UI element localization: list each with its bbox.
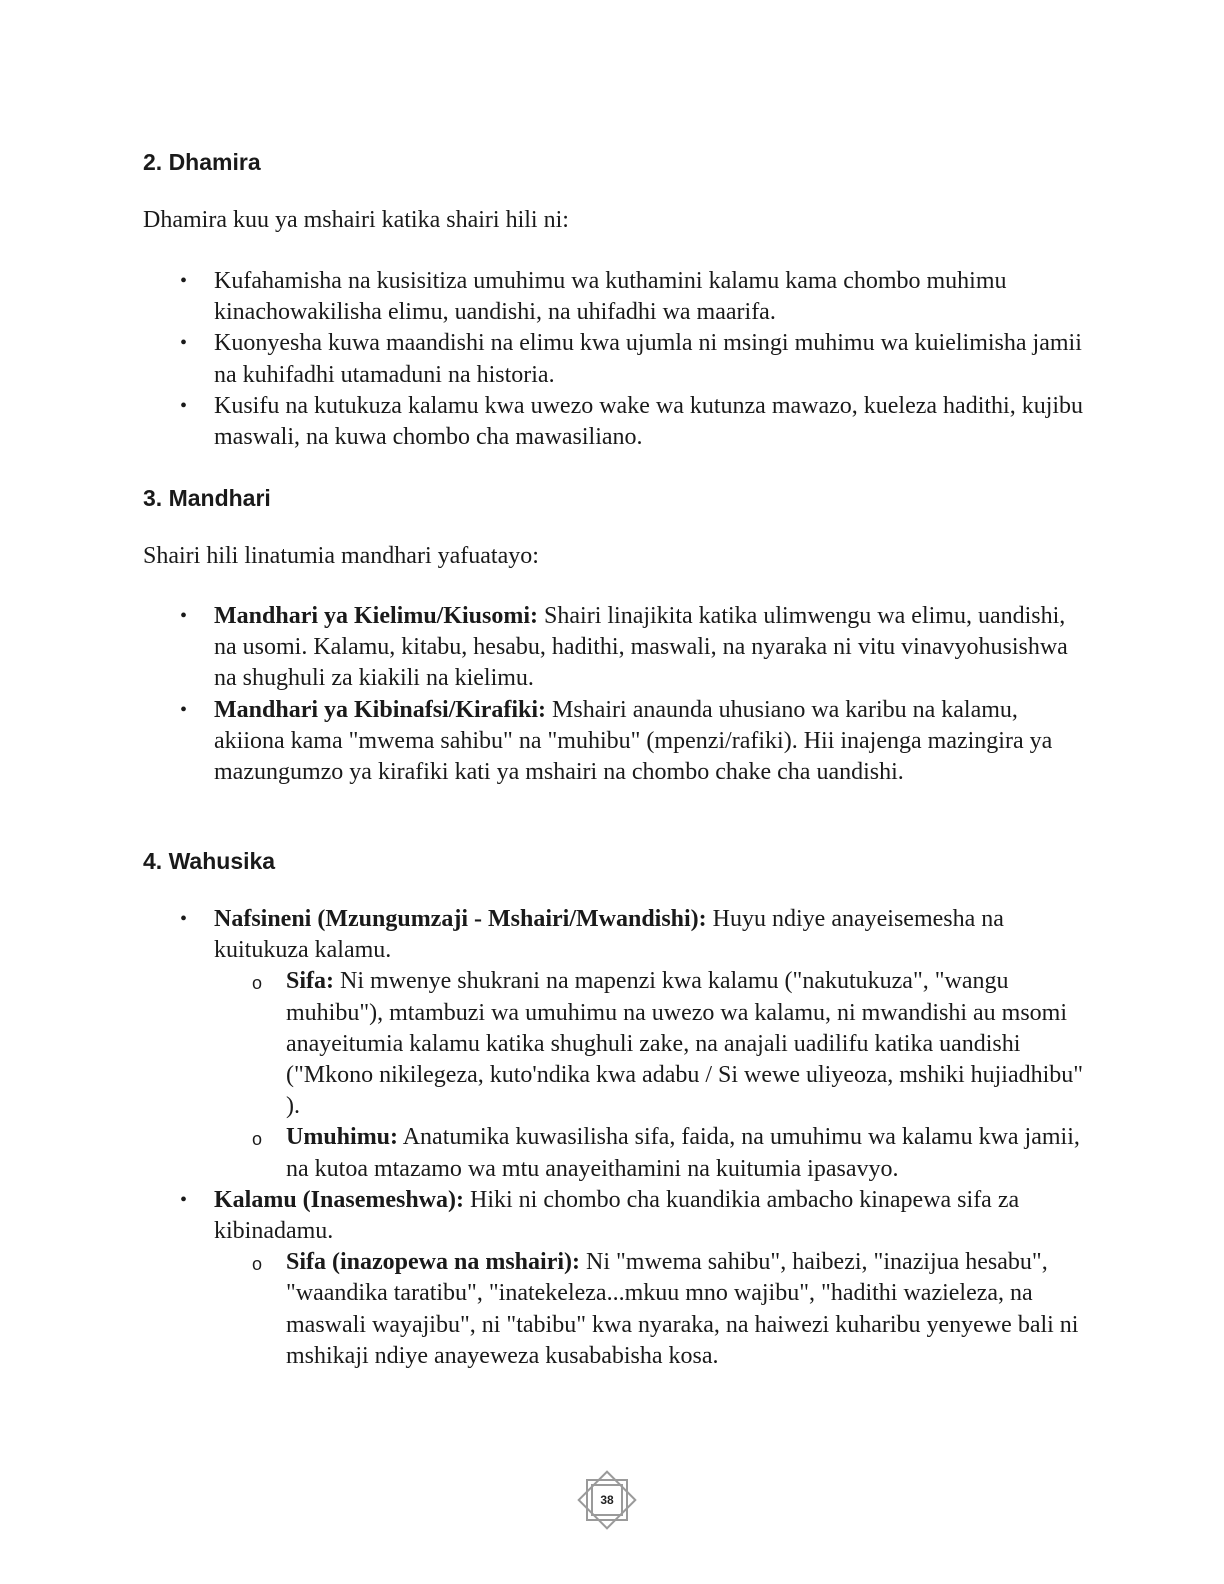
item-label: Umuhimu: — [286, 1124, 399, 1151]
list-item: • Kuonyesha kuwa maandishi na elimu kwa ujumla ni msingi muhimu wa kuielimisha jamii na kuhifadhi utamaduni na historia. — [214, 328, 1084, 390]
list-item: • Kusifu na kutukuza kalamu kwa uwezo wake wa kutunza mawazo, kueleza hadithi, kujibu maswali, na kuwa chombo cha mawasiliano. — [214, 391, 1084, 453]
dhamira-intro: Dhamira kuu ya mshairi katika shairi hili ni: — [143, 207, 569, 233]
sub-list-item — [286, 1122, 1084, 1184]
sub-list — [214, 1247, 1084, 1372]
item-label: Mandhari ya Kielimu/Kiusomi: — [214, 603, 539, 629]
item-label: Nafsineni (Mzungumzaji - Mshairi/Mwandishi): — [214, 906, 707, 932]
item-text: Mshairi anaunda uhusiano wa karibu na kalamu, akiiona kama "mwema sahibu" na "muhibu" (mpenzi/rafiki). Hii inajenga mazingira ya mazungumzo ya kirafiki kati ya mshairi na chombo chake cha uandishi. — [214, 696, 1053, 786]
item-text: Anatumika kuwasilisha sifa, faida, na umuhimu wa kalamu kwa jamii, na kutoa mtazamo wa mtu anayeithamini na kuitumia ipasavyo. — [286, 1124, 1080, 1182]
item-label: Mandhari ya Kibinafsi/Kirafiki: — [214, 696, 547, 723]
sub-list-item — [286, 1247, 1084, 1372]
item-label: Sifa: — [286, 968, 334, 995]
list-item: • Kufahamisha na kusisitiza umuhimu wa kuthamini kalamu kama chombo muhimu kinachowakilisha elimu, uandishi, na uhifadhi wa maarifa. — [214, 266, 1084, 328]
section-heading-wahusika: 4. Wahusika — [143, 848, 276, 874]
mandhari-intro: Shairi hili linatumia mandhari yafuatayo: — [143, 543, 539, 569]
page-number: 38 — [600, 1493, 614, 1507]
section-heading-mandhari: 3. Mandhari — [143, 485, 271, 511]
item-text: Hiki ni chombo cha kuandikia ambacho kinapewa sifa za kibinadamu. — [214, 1186, 1020, 1245]
item-text: Ni mwenye shukrani na mapenzi kwa kalamu ("nakutukuza", "wangu muhibu"), mtambuzi wa umuhimu na uwezo wa kalamu, ni mwandishi au msomi anayeitumia kalamu katika shughuli zake, na anajali uadilifu katika uandishi ("Mkono nikilegeza, kuto'ndika kwa adabu / Si wewe uliyeoza, mshiki hujiadhibu" ). — [286, 968, 1084, 1120]
sub-list-item — [286, 966, 1084, 1122]
mandhari-list — [214, 601, 1084, 788]
item-text: Ni "mwema sahibu", haibezi, "inazijua hesabu", "waandika taratibu", "inatekeleza...mkuu mno wajibu", "hadithi wazieleza, na maswali wayajibu", ni "tabibu" kwa nyaraka, na haiwezi kuharibu yenyewe bali ni mshikaji ndiye anayeweza kusababisha kosa. — [286, 1249, 1079, 1369]
list-item — [214, 601, 1084, 695]
list-item — [214, 904, 1084, 1185]
list-item — [214, 695, 1084, 789]
sub-list — [214, 966, 1084, 1184]
item-text: Huyu ndiye anayeisemesha na kuitukuza kalamu. — [214, 906, 1004, 964]
list-item — [214, 1185, 1084, 1372]
item-label: Kalamu (Inasemeshwa): — [214, 1186, 464, 1213]
item-label: Sifa (inazopewa na mshairi): — [286, 1249, 580, 1276]
item-text: Shairi linajikita katika ulimwengu wa elimu, uandishi, na usomi. Kalamu, kitabu, hesabu, hadithi, maswali, na nyaraka ni vitu vinavyohusishwa na shughuli za kiakili na kielimu. — [214, 603, 1068, 692]
wahusika-list — [214, 904, 1084, 1372]
section-heading-dhamira: 2. Dhamira — [143, 149, 261, 175]
dhamira-list — [214, 266, 1084, 453]
